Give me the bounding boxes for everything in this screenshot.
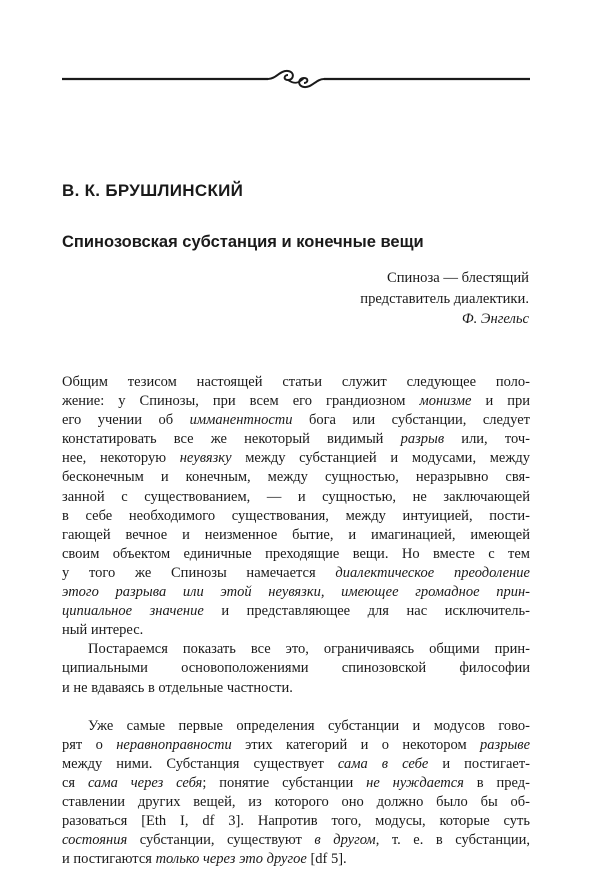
text-line bbox=[62, 679, 530, 698]
italic-text-run: ципиальное значение bbox=[62, 603, 204, 620]
text-line bbox=[62, 564, 530, 583]
text-line bbox=[62, 621, 530, 640]
text-run: субстанции, существуют bbox=[127, 832, 315, 849]
text-line bbox=[62, 373, 530, 392]
text-line bbox=[62, 430, 530, 449]
italic-text-run: только через это другое bbox=[155, 851, 307, 868]
text-line bbox=[62, 755, 530, 774]
text-run: рят о bbox=[62, 736, 117, 753]
text-run: бога или субстанции, следует bbox=[292, 412, 530, 429]
text-line bbox=[62, 793, 530, 812]
text-line bbox=[62, 545, 530, 564]
italic-text-run: не нуждается bbox=[366, 774, 464, 791]
text-line bbox=[62, 659, 530, 678]
text-line bbox=[62, 717, 530, 736]
epigraph-line: представитель диалектики. bbox=[360, 290, 529, 307]
text-line bbox=[62, 526, 530, 545]
italic-text-run: разрыв bbox=[400, 431, 445, 448]
italic-text-run: сама в себе bbox=[337, 755, 429, 772]
text-run: разоваться [Eth I, df 3]. Напротив того, модусы, которые суть bbox=[62, 813, 530, 830]
text-run: Уже самые первые определения субстанции и модусов гово- bbox=[88, 717, 530, 734]
article-title: Спинозовская субстанция и конечные вещи bbox=[62, 233, 424, 251]
text-run: и не вдаваясь в отдельные частности. bbox=[62, 679, 293, 696]
text-run: ный интерес. bbox=[62, 622, 144, 639]
italic-text-run: диалектическое преодоление bbox=[335, 564, 530, 581]
text-run: в себе необходимого существования, между интуицией, пости- bbox=[62, 507, 530, 524]
text-line bbox=[62, 507, 530, 526]
text-run: этих категорий и о некотором bbox=[231, 736, 481, 753]
text-line bbox=[62, 583, 530, 602]
text-run: между субстанцией и модусами, между bbox=[231, 450, 531, 467]
italic-text-run: в другом bbox=[314, 832, 376, 849]
text-run: жение: у Спинозы, при всем его грандиозном bbox=[62, 393, 420, 410]
text-run: своим объектом единичные преходящие вещи. Но вместе с тем bbox=[62, 545, 530, 562]
epigraph-author: Ф. Энгельс bbox=[461, 311, 529, 327]
text-run: бесконечным и конечным, между сущностью, неразрывно свя- bbox=[62, 469, 530, 486]
text-line bbox=[62, 736, 530, 755]
decorative-divider-ornament bbox=[62, 66, 530, 92]
text-run: ся bbox=[62, 774, 89, 791]
text-line bbox=[62, 602, 530, 621]
text-run: гающей вечное и неизменное бытие, и имагинацией, имеющей bbox=[62, 526, 530, 543]
text-line bbox=[62, 774, 530, 793]
text-run: , т. е. в субстанции, bbox=[375, 832, 531, 849]
italic-text-run: неравноправности bbox=[116, 736, 232, 753]
text-run: или, точ- bbox=[444, 431, 530, 448]
text-run: и при bbox=[471, 393, 530, 410]
text-line bbox=[62, 812, 530, 831]
text-line bbox=[62, 468, 530, 487]
text-run: между ними. Субстанция существует bbox=[62, 755, 338, 772]
article-body bbox=[62, 373, 530, 869]
text-run: ципиальными основоположениями спинозовской философии bbox=[62, 660, 530, 677]
text-run: и постигаются bbox=[62, 851, 156, 868]
paragraph bbox=[62, 373, 530, 640]
italic-text-run: имманентности bbox=[189, 412, 293, 429]
text-line bbox=[62, 488, 530, 507]
italic-text-run: состояния bbox=[62, 832, 128, 849]
text-run: Постараемся показать все это, ограничиваясь общими прин- bbox=[88, 641, 530, 658]
italic-text-run: неувязку bbox=[179, 450, 232, 467]
text-line bbox=[62, 640, 530, 659]
epigraph-line: Спиноза — блестящий bbox=[386, 270, 529, 286]
text-run: и постигает- bbox=[428, 755, 530, 772]
text-run: Общим тезисом настоящей статьи служит следующее поло- bbox=[62, 374, 530, 390]
text-line bbox=[62, 449, 530, 468]
text-run: ставлении других вещей, из которого оно должно было бы об- bbox=[62, 793, 530, 810]
text-run: у того же Спинозы намечается bbox=[62, 564, 336, 581]
text-run: и представляющее для нас исключитель- bbox=[203, 603, 530, 620]
italic-text-run: монизме bbox=[419, 393, 472, 410]
text-line bbox=[62, 831, 530, 850]
italic-text-run: сама через себя bbox=[88, 774, 203, 791]
text-run: [df 5]. bbox=[306, 851, 347, 868]
epigraph bbox=[360, 268, 529, 330]
text-run: занной с существованием, — и сущностью, не заключающей bbox=[62, 488, 530, 505]
paragraph bbox=[62, 640, 530, 697]
paragraph bbox=[62, 717, 530, 869]
text-line bbox=[62, 850, 530, 869]
text-run: нее, некоторую bbox=[62, 450, 180, 467]
text-run: его учении об bbox=[62, 412, 190, 429]
text-line bbox=[62, 411, 530, 430]
text-run: ; понятие субстанции bbox=[202, 774, 367, 791]
article-author: В. К. БРУШЛИНСКИЙ bbox=[62, 181, 244, 200]
text-run: в пред- bbox=[463, 774, 530, 791]
text-line bbox=[62, 392, 530, 411]
italic-text-run: этого разрыва или этой неувязки, имеющее громадное прин- bbox=[62, 584, 530, 601]
text-run: констатировать все же некоторый видимый bbox=[62, 431, 401, 448]
italic-text-run: разрыве bbox=[480, 736, 531, 753]
